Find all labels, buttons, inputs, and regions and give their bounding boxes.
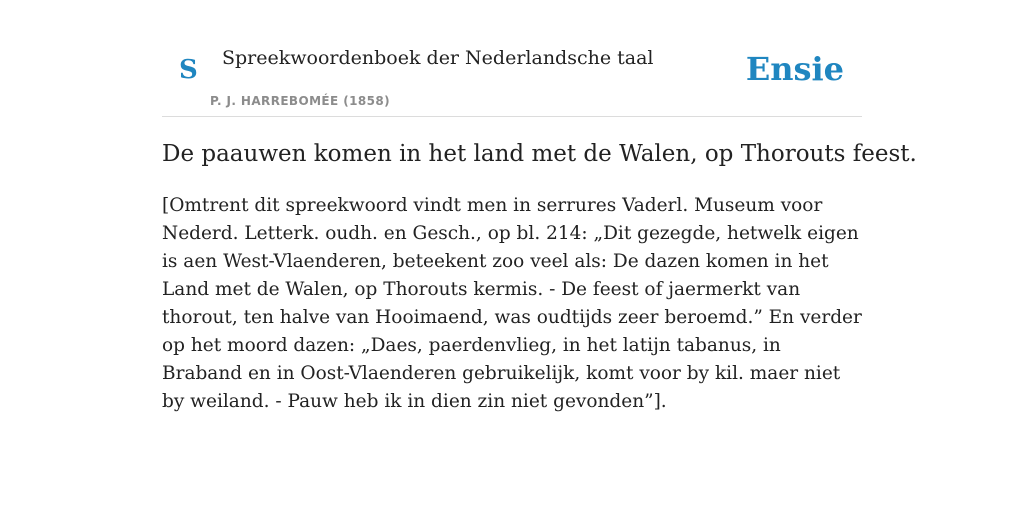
entry-body: [Omtrent dit spreekwoord vindt men in serrures Vaderl. Museum voor Nederd. Letterk. oudh. en Gesch., op bl. 214: „Dit gezegde, hetwelk eigen is aen West-Vlaenderen, beteekent zoo veel als: De dazen komen in het Land met de Walen, op Thorouts kermis. - De feest of jaermerkt van thorout, ten halve van Hooimaend, was oudtijds zeer beroemd.” En verder op het moord dazen: „Daes, paerdenvlieg, in het latijn tabanus, in Braband en in Oost-Vlaenderen gebruikelijk, komt voor by kil. maer niet by weiland. - Pauw heb ik in dien zin niet gevonden”].	[162, 195, 862, 412]
entry-title: De paauwen komen in het land met de Walen, op Thorouts feest.	[162, 141, 917, 167]
ensie-logo-link[interactable]: Ensie	[745, 50, 844, 88]
book-title[interactable]: Spreekwoordenboek der Nederlandsche taal	[222, 47, 654, 69]
book-logo-letter[interactable]: S	[179, 55, 198, 85]
book-author: P. J. HARREBOMÉE (1858)	[210, 94, 390, 108]
header	[162, 0, 862, 117]
